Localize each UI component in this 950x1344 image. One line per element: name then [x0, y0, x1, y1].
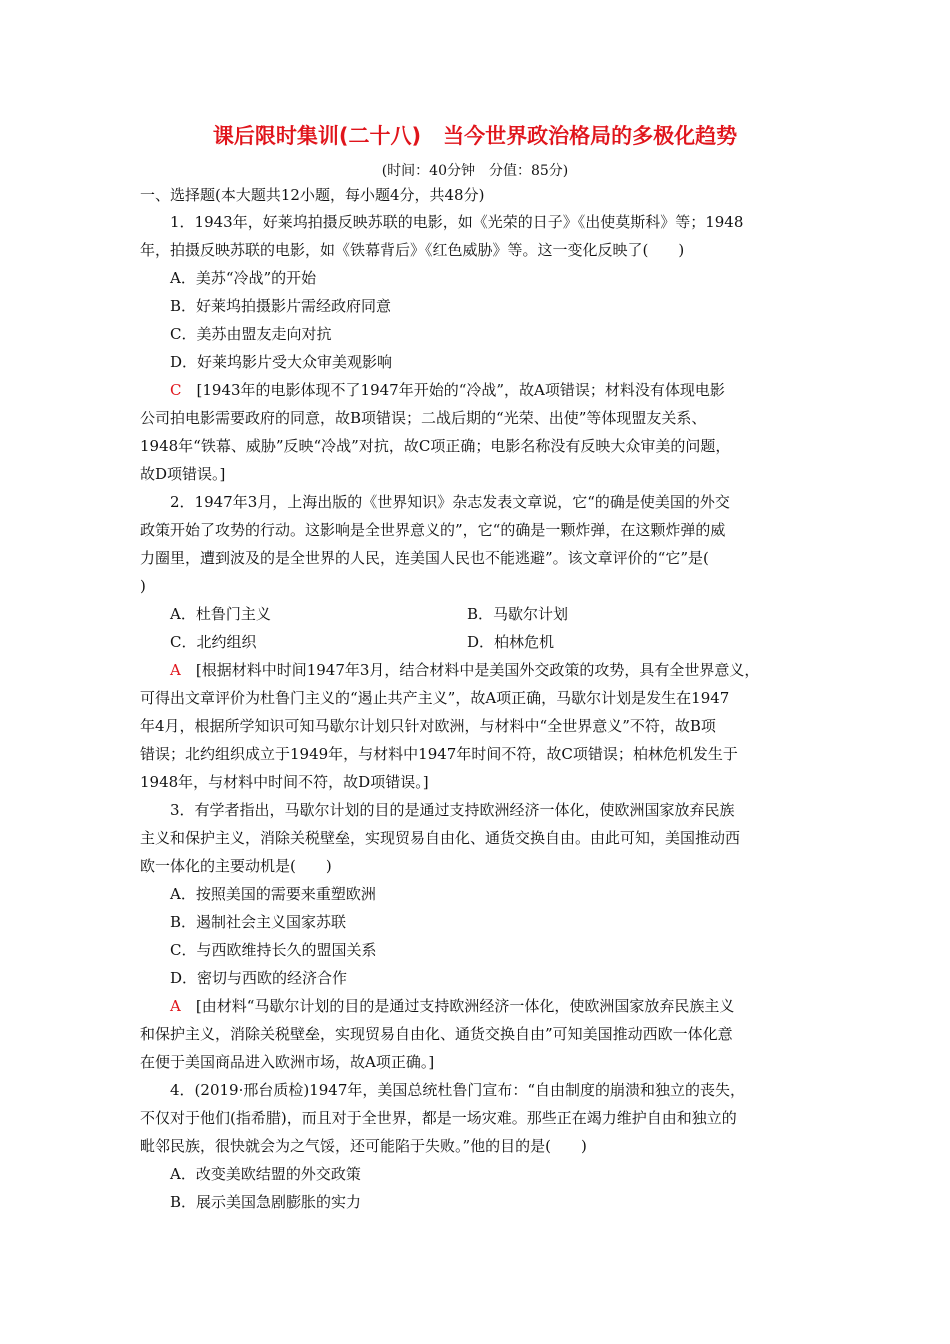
- q2-stem-line: 2．1947年3月，上海出版的《世界知识》杂志发表文章说，它“的确是使美国的外交: [170, 493, 730, 511]
- q2-option-b: B．马歇尔计划: [467, 605, 569, 623]
- q3-option-a: A．按照美国的需要来重塑欧洲: [170, 885, 376, 903]
- q1-option-a: A．美苏“冷战”的开始: [170, 269, 317, 287]
- q4-option-a: A．改变美欧结盟的外交政策: [170, 1165, 361, 1183]
- q1-answer: C: [170, 381, 182, 399]
- q3-explanation-line: 和保护主义，消除关税壁垒，实现贸易自由化、通货交换自由”可知美国推动西欧一体化意: [140, 1025, 733, 1043]
- title-main: 课后限时集训(二十八): [212, 124, 422, 148]
- q2-answer: A: [170, 661, 181, 679]
- page-title: [0, 120, 950, 150]
- q1-option-c: C．美苏由盟友走向对抗: [170, 325, 332, 343]
- q2-option-c: C．北约组织: [170, 633, 257, 651]
- q1-explanation-line: 1948年“铁幕、威胁”反映“冷战”对抗，故C项正确；电影名称没有反映大众审美的问题，: [140, 437, 731, 455]
- q3-answer: A: [170, 997, 181, 1015]
- q2-stem-line: 政策开始了攻势的行动。这影响是全世界意义的”，它“的确是一颗炸弹，在这颗炸弹的威: [140, 521, 726, 539]
- q1-explanation-line: C [1943年的电影体现不了1947年开始的“冷战”，故A项错误；材料没有体现电影: [170, 381, 725, 399]
- time-score-info: (时间：40分钟 分值：85分): [381, 163, 569, 179]
- q3-explanation-line: A [由材料“马歇尔计划的目的是通过支持欧洲经济一体化，使欧洲国家放弃民族主义: [170, 997, 735, 1015]
- q1-stem-line: 年，拍摄反映苏联的电影，如《铁幕背后》《红色威胁》等。这一变化反映了( ): [140, 241, 685, 259]
- q4-stem-line: 毗邻民族，很快就会为之气馁，还可能陷于失败。”他的目的是( ): [140, 1137, 587, 1155]
- q2-option-a: A．杜鲁门主义: [170, 605, 271, 623]
- q3-explanation-line: 在便于美国商品进入欧洲市场，故A项正确。]: [140, 1053, 435, 1071]
- q2-explanation-line: 可得出文章评价为杜鲁门主义的“遏止共产主义”，故A项正确，马歇尔计划是发生在1947: [140, 689, 730, 707]
- q3-stem-line: 主义和保护主义，消除关税壁垒，实现贸易自由化、通货交换自由。由此可知，美国推动西: [140, 829, 741, 847]
- q2-explanation-line: 错误；北约组织成立于1949年，与材料中1947年时间不符，故C项错误；柏林危机发生于: [140, 745, 738, 763]
- q1-explanation-line: 故D项错误。]: [140, 465, 226, 483]
- q4-option-b: B．展示美国急剧膨胀的实力: [170, 1193, 362, 1211]
- q1-option-d: D．好莱坞影片受大众审美观影响: [170, 353, 393, 371]
- q2-explanation-line: 1948年，与材料中时间不符，故D项错误。]: [140, 773, 429, 791]
- q3-stem-line: 欧一体化的主要动机是( ): [140, 857, 332, 875]
- q2-option-d: D．柏林危机: [467, 633, 555, 651]
- q2-explanation-line: A [根据材料中时间1947年3月，结合材料中是美国外交政策的攻势，具有全世界意义，: [170, 661, 760, 679]
- q2-stem-line: ): [140, 577, 146, 595]
- q4-stem-line: 4．(2019·邢台质检)1947年，美国总统杜鲁门宣布：“自由制度的崩溃和独立的丧失，: [170, 1081, 746, 1099]
- q2-explanation-line: 年4月，根据所学知识可知马歇尔计划只针对欧洲，与材料中“全世界意义”不符，故B项: [140, 717, 716, 735]
- q2-stem-line: 力圈里，遭到波及的是全世界的人民，连美国人民也不能逃避”。该文章评价的“它”是(: [140, 549, 709, 567]
- section-heading: 一、选择题(本大题共12小题，每小题4分，共48分): [140, 186, 485, 204]
- q4-stem-line: 不仅对于他们(指希腊)，而且对于全世界，都是一场灾难。那些正在竭力维护自由和独立的: [140, 1109, 737, 1127]
- q3-option-c: C．与西欧维持长久的盟国关系: [170, 941, 377, 959]
- q3-option-b: B．遏制社会主义国家苏联: [170, 913, 347, 931]
- q1-explanation-line: 公司拍电影需要政府的同意，故B项错误；二战后期的“光荣、出使”等体现盟友关系、: [140, 409, 707, 427]
- q3-stem-line: 3．有学者指出，马歇尔计划的目的是通过支持欧洲经济一体化，使欧洲国家放弃民族: [170, 801, 735, 819]
- q1-option-b: B．好莱坞拍摄影片需经政府同意: [170, 297, 392, 315]
- title-sub: 当今世界政治格局的多极化趋势: [443, 124, 738, 148]
- q1-stem-line: 1．1943年，好莱坞拍摄反映苏联的电影，如《光荣的日子》《出使莫斯科》等；1948: [170, 213, 744, 231]
- q3-option-d: D．密切与西欧的经济合作: [170, 969, 348, 987]
